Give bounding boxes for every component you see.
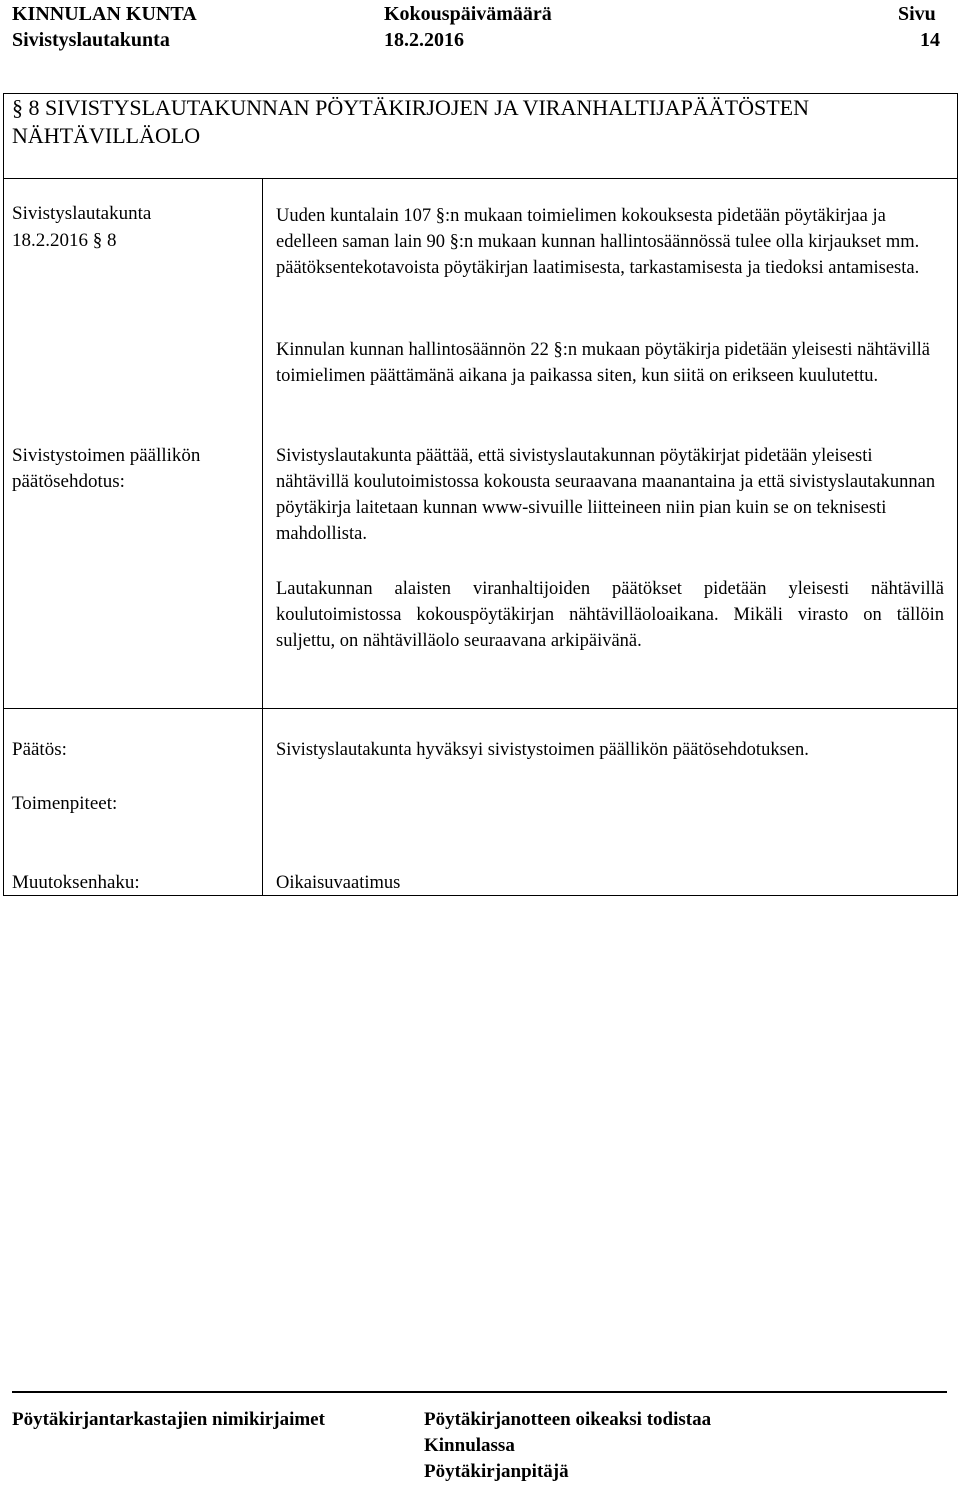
intro-paragraph-1: Uuden kuntalain 107 §:n mukaan toimielimen kokouksesta pidetään pöytäkirjaa ja edelleen saman lain 90 §:n mukaan kunnan hallintosäännössä tulee olla kirjaukset mm. päätöksentekotavoista pöytäkirjan laatimisesta, tarkastamisesta ja tiedoksi antamisesta. (276, 206, 920, 278)
proposal-label: Sivistystoimen päällikön päätösehdotus: (12, 445, 201, 492)
appeal-text: Oikaisuvaatimus (276, 873, 401, 893)
municipality-name: KINNULAN KUNTA (12, 3, 197, 25)
proposal-paragraph-2: Lautakunnan alaisten viranhaltijoiden päätökset pidetään yleisesti nähtävillä koulutoimistossa kokouspöytäkirjan nähtävilläoloaikana. Mikäli virasto on tällöin suljettu, on nähtävilläolo seuraavana arkipäivänä. (276, 579, 944, 651)
footer-minutes-keeper: Pöytäkirjanpitäjä (424, 1461, 569, 1482)
intro-paragraph-2: Kinnulan kunnan hallintosäännön 22 §:n mukaan pöytäkirja pidetään yleisesti nähtävillä toimielimen päättämänä aikana ja paikassa siten, kun siitä on erikseen kuulutettu. (276, 340, 931, 386)
footer-inspectors-initials: Pöytäkirjantarkastajien nimikirjaimet (12, 1409, 325, 1430)
decision-text: Sivistyslautakunta hyväksyi sivistystoimen päällikön päätösehdotuksen. (276, 740, 809, 760)
proposal-paragraph-1: Sivistyslautakunta päättää, että sivistyslautakunnan pöytäkirjat pidetään yleisesti nähtävillä koulutoimistossa kokousta seuraavana maanantaina ja että sivistyslautakunnan pöytäkirja laitetaan kunnan www-sivuille liitteineen niin pian kuin se on teknisesti mahdollista. (276, 446, 936, 544)
column-divider-lower (262, 708, 263, 896)
box-right-border (957, 93, 958, 896)
meeting-date-label: Kokouspäivämäärä (384, 3, 552, 25)
meta-committee: Sivistyslautakunta (12, 203, 152, 224)
meta-reference: 18.2.2016 § 8 (12, 230, 117, 251)
actions-label: Toimenpiteet: (12, 793, 118, 814)
page-label: Sivu (898, 3, 936, 25)
committee-name: Sivistyslautakunta (12, 29, 170, 51)
footer-rule (12, 1391, 947, 1393)
box-left-border (3, 93, 4, 896)
title-divider (3, 178, 958, 179)
footer-certified-by: Pöytäkirjanotteen oikeaksi todistaa (424, 1409, 712, 1430)
decision-label: Päätös: (12, 739, 67, 760)
section-title: § 8 SIVISTYSLAUTAKUNNAN PÖYTÄKIRJOJEN JA VIRANHALTIJAPÄÄTÖSTEN NÄHTÄVILLÄOLO (12, 95, 809, 148)
column-divider-upper (262, 178, 263, 708)
page-number: 14 (920, 29, 940, 51)
meeting-date: 18.2.2016 (384, 29, 464, 51)
decision-divider (3, 708, 958, 709)
box-bottom-border (3, 895, 958, 896)
appeal-label: Muutoksenhaku: (12, 872, 140, 893)
footer-place: Kinnulassa (424, 1435, 515, 1456)
